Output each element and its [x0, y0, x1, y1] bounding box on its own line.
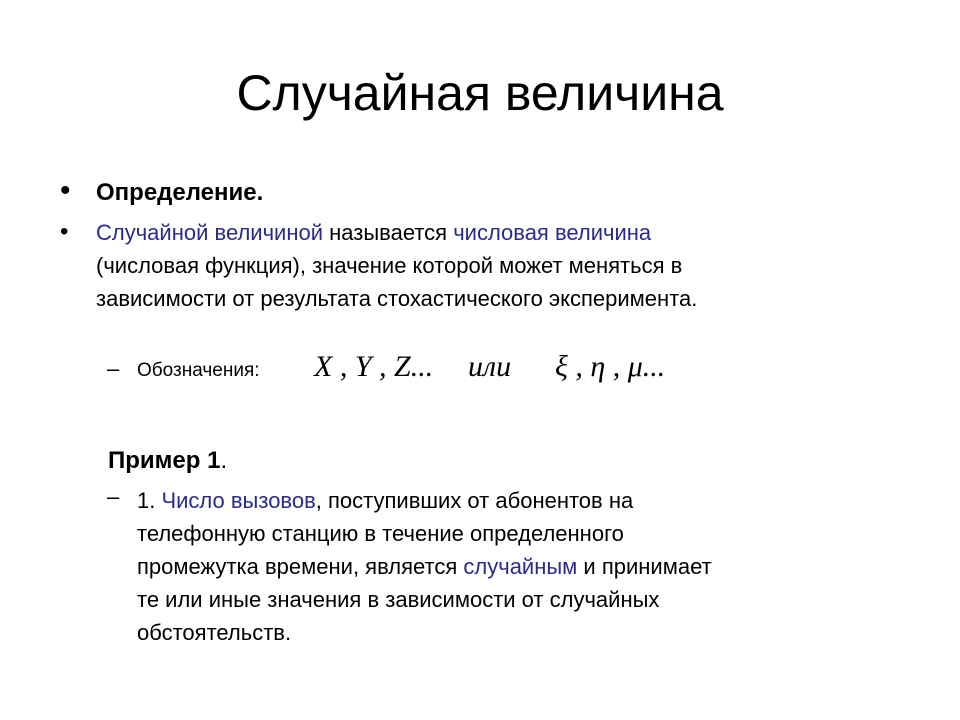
- term-random-variable: Случайной величиной: [96, 220, 323, 245]
- example-line-3-prefix: промежутка времени, является: [137, 554, 464, 579]
- notation-latin-symbols: X , Y , Z...: [314, 350, 434, 383]
- definition-line-1: [96, 216, 876, 249]
- term-numeric-quantity: числовая величина: [453, 220, 652, 245]
- example-paragraph: [137, 484, 877, 649]
- term-number-of-calls: Число вызовов: [161, 488, 316, 513]
- definition-line-3: зависимости от результата стохастического эксперимента.: [96, 286, 698, 311]
- example-line-1-rest: , поступивших от абонентов на: [315, 488, 634, 513]
- example-line-3: [137, 550, 877, 583]
- definition-heading: Определение.: [96, 179, 264, 206]
- slide-title: Случайная величина: [236, 65, 724, 121]
- example-number: 1.: [137, 488, 162, 513]
- notation-or-word: или: [468, 350, 512, 383]
- example-title-period: .: [220, 447, 228, 474]
- example-title-bold: Пример 1: [108, 447, 221, 474]
- bullet-icon: •: [60, 174, 71, 207]
- definition-paragraph: [96, 216, 876, 315]
- term-random: случайным: [463, 554, 578, 579]
- example-line-2: телефонную станцию в течение определенного: [137, 521, 624, 546]
- definition-line-2: (числовая функция), значение которой может меняться в: [96, 253, 683, 278]
- example-line-1: [137, 484, 877, 517]
- dash-icon: –: [107, 484, 120, 509]
- definition-connector: называется: [323, 220, 454, 245]
- example-title: [108, 444, 227, 478]
- example-line-5: обстоятельств.: [137, 620, 292, 645]
- example-line-3-rest: и принимает: [577, 554, 712, 579]
- notation-greek-symbols: ξ , η , μ...: [555, 350, 666, 383]
- dash-icon: –: [107, 356, 120, 381]
- bullet-icon: •: [60, 218, 69, 245]
- example-line-4: те или иные значения в зависимости от случайных: [137, 587, 660, 612]
- notation-label: Обозначения:: [137, 360, 260, 381]
